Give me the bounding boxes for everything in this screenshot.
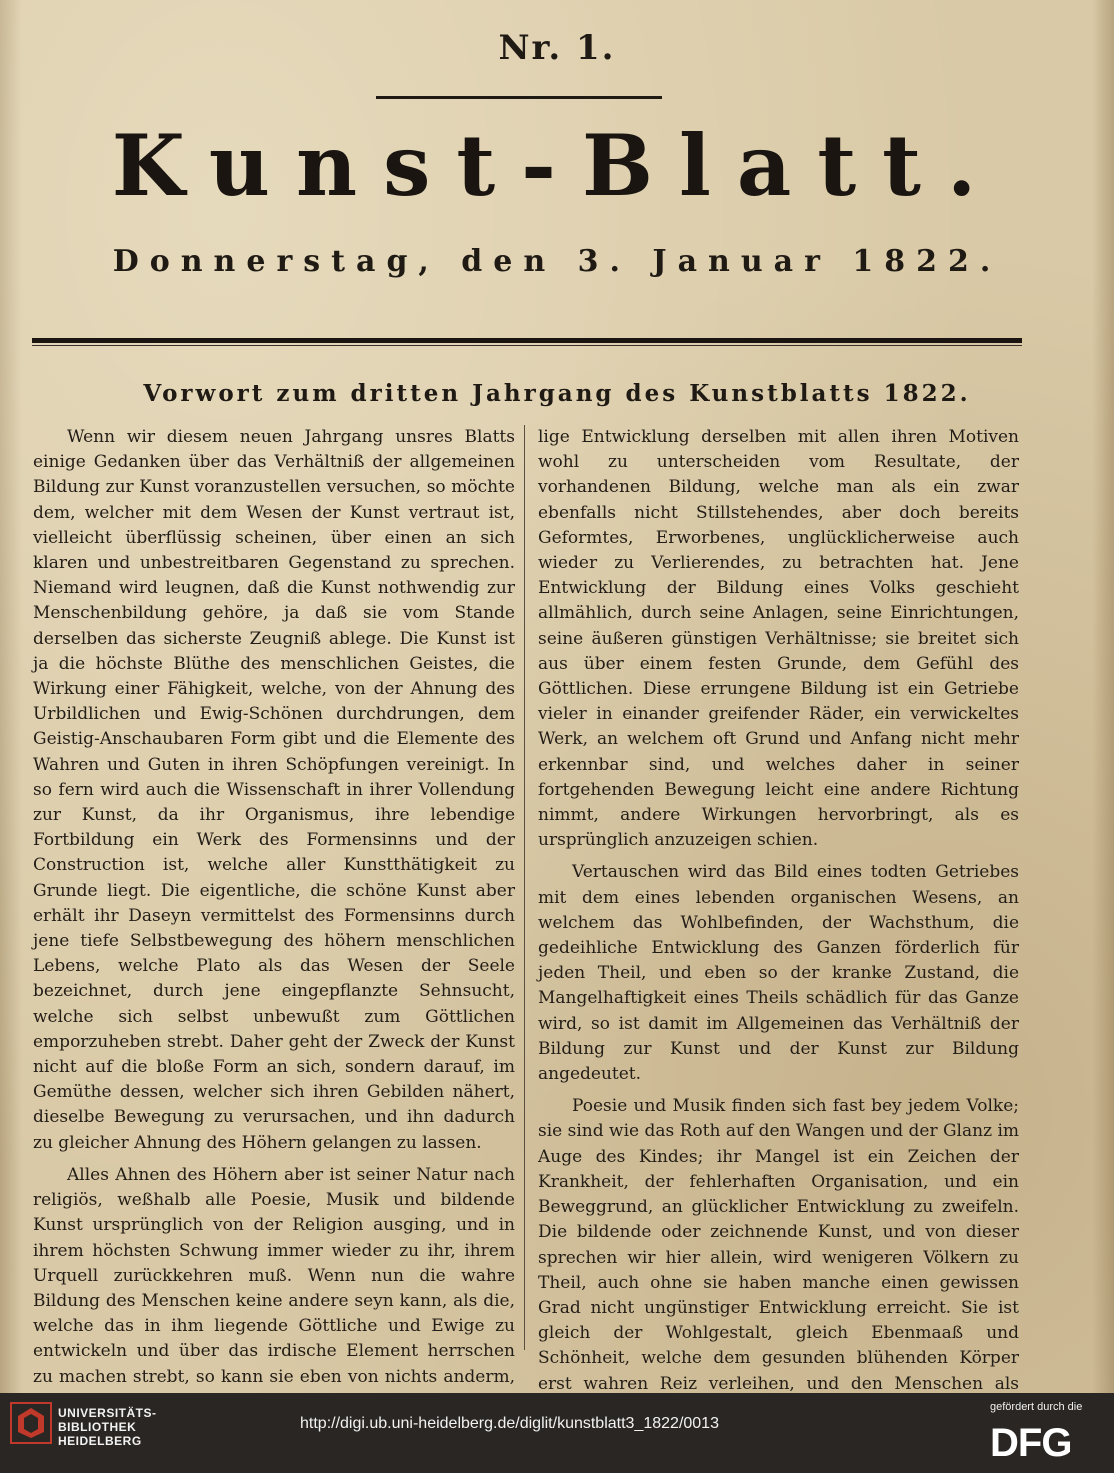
left-column — [33, 425, 515, 1393]
column-divider — [524, 425, 525, 1350]
source-url-link[interactable]: http://digi.ub.uni-heidelberg.de/diglit/kunstblatt3_1822/0013 — [300, 1415, 719, 1432]
library-line: HEIDELBERG — [58, 1434, 142, 1448]
right-column — [538, 425, 1019, 1393]
issue-underline — [376, 96, 662, 99]
header-rule — [32, 338, 1022, 343]
footer-bar — [0, 1393, 1114, 1473]
paragraph: Poesie und Musik finden sich fast bey jedem Volke; sie sind wie das Roth auf den Wangen und der Glanz im Auge des Kindes; ihr Mangel ist ein Zeichen der Krankheit, der fehlerhaften Organisation, und ein Beweggrund, an glücklicher Entwicklung zu zweifeln. Die bildende oder zeichnende Kunst, und von dieser sprechen wir hier allein, wird wenigeren Völkern zu Theil, auch ohne sie haben manche einen gewissen Grad nicht ungünstiger Entwicklung erreicht. Sie ist gleich der Wohlgestalt, gleich Ebenmaaß und Schönheit, welche dem gesunden blühenden Körper erst wahren Reiz verleihen, und den Menschen als — [538, 1096, 1019, 1393]
dfg-logo[interactable]: DFG — [990, 1421, 1072, 1465]
paragraph: Vertauschen wird das Bild eines todten Getriebes mit dem eines lebenden organischen Wesens, an welchem das Wohlbefinden, der Wachsthum, die gedeihliche Entwicklung des Ganzen förderlich für jeden Theil, und eben so der kranke Zustand, die Mangelhaftigkeit eines Theils schädlich für das Ganze wird, so ist damit im Allgemeinen das Verhältniß der Bildung zur Kunst und der Kunst zur Bildung angedeutet. — [538, 862, 1019, 1085]
masthead-title: Kunst-Blatt. — [111, 116, 1003, 215]
article-heading: Vorwort zum dritten Jahrgang des Kunstblatts 1822. — [143, 380, 971, 407]
paragraph: Wenn wir diesem neuen Jahrgang unsres Blatts einige Gedanken über das Verhältniß der allgemeinen Bildung zur Kunst voranzustellen versuchen, so möchte dem, welcher mit dem Wesen der Kunst vertraut ist, vielleicht überflüssig scheinen, über einen an sich klaren und unbestreitbaren Gegenstand zu sprechen. Niemand wird leugnen, daß die Kunst nothwendig zur Menschenbildung gehöre, ja daß sie vom Stande derselben das sicherste Zeugniß ablege. Die Kunst ist ja die höchste Blüthe des menschlichen Geistes, die Wirkung einer Fähigkeit, welche, von der Ahnung des Urbildlichen und Ewig-Schönen durchdrungen, dem Geistig-Anschaubaren Form gibt und die Elemente des Wahren und Guten in ihren Schöpfungen vereinigt. In so fern wird auch die Wissenschaft in ihrer Vollendung zur Kunst, da ihr Organismus, ihre lebendige Fortbildung ein Werk des Formensinns und der Construction ist, welche aller Kunstthätigkeit zu Grunde liegt. Die eigentliche, die schöne Kunst aber erhält ihr Daseyn vermittelst des Formensinns durch jene tiefe Selbstbewegung des höhern menschlichen Lebens, welche Plato als das Wesen der Seele bezeichnet, durch jene eingepflanzte Sehnsucht, welche sich selbst unbewußt zum Göttlichen emporzuheben strebt. Daher geht der Zweck der Kunst nicht auf die bloße Form an sich, sondern darauf, im Gemüthe dessen, welcher sich ihren Gebilden nähert, dieselbe Bewegung zu verursachen, und ihn dadurch zu gleicher Ahnung des Höhern gelangen zu lassen. — [33, 427, 515, 1153]
paragraph: lige Entwicklung derselben mit allen ihren Motiven wohl zu unterscheiden vom Resultate, der vorhandenen Bildung, welche man als ein zwar ebenfalls nicht Stillstehendes, aber doch bereits Geformtes, Erworbenes, unglücklicherweise auch wieder zu Verlierendes, zu betrachten hat. Jene Entwicklung der Bildung eines Volks geschieht allmählich, durch seine Anlagen, seine Einrichtungen, seine äußeren günstigen Verhältnisse; sie breitet sich aus über einem festen Grunde, dem Gefühl des Göttlichen. Diese errungene Bildung ist ein Getriebe vieler in einander greifender Räder, ein verwickeltes Werk, an welchem oft Grund und Anfang nicht mehr erkennbar sind, und welches daher in seiner fortgehenden Bewegung leicht eine andere Richtung nimmt, andere Wirkungen hervorbringt, als es ursprünglich anzuzeigen schien. — [538, 427, 1019, 851]
library-name[interactable] — [58, 1406, 157, 1448]
library-line: BIBLIOTHEK — [58, 1420, 137, 1434]
header-rule-thin — [32, 345, 1022, 346]
library-line: UNIVERSITÄTS- — [58, 1406, 157, 1420]
funded-by-label: gefördert durch die — [990, 1401, 1083, 1413]
paragraph: Alles Ahnen des Höhern aber ist seiner Natur nach religiös, weßhalb alle Poesie, Musik und bildende Kunst ursprünglich von der Religion ausging, und in ihrem höchsten Schwung immer wieder zu ihr, ihrem Urquell zurückkehren muß. Wenn nun die wahre Bildung des Menschen keine andere seyn kann, als die, welche das in ihm liegende Göttliche und Ewige zu entwickeln und über das irdische Element herrschen zu machen strebt, so kann sie eben von nichts anderm, — [33, 1164, 515, 1387]
issue-number: Nr. 1. — [498, 28, 616, 68]
university-seal-icon — [10, 1402, 52, 1444]
date-line: Donnerstag, den 3. Januar 1822. — [112, 244, 1002, 279]
